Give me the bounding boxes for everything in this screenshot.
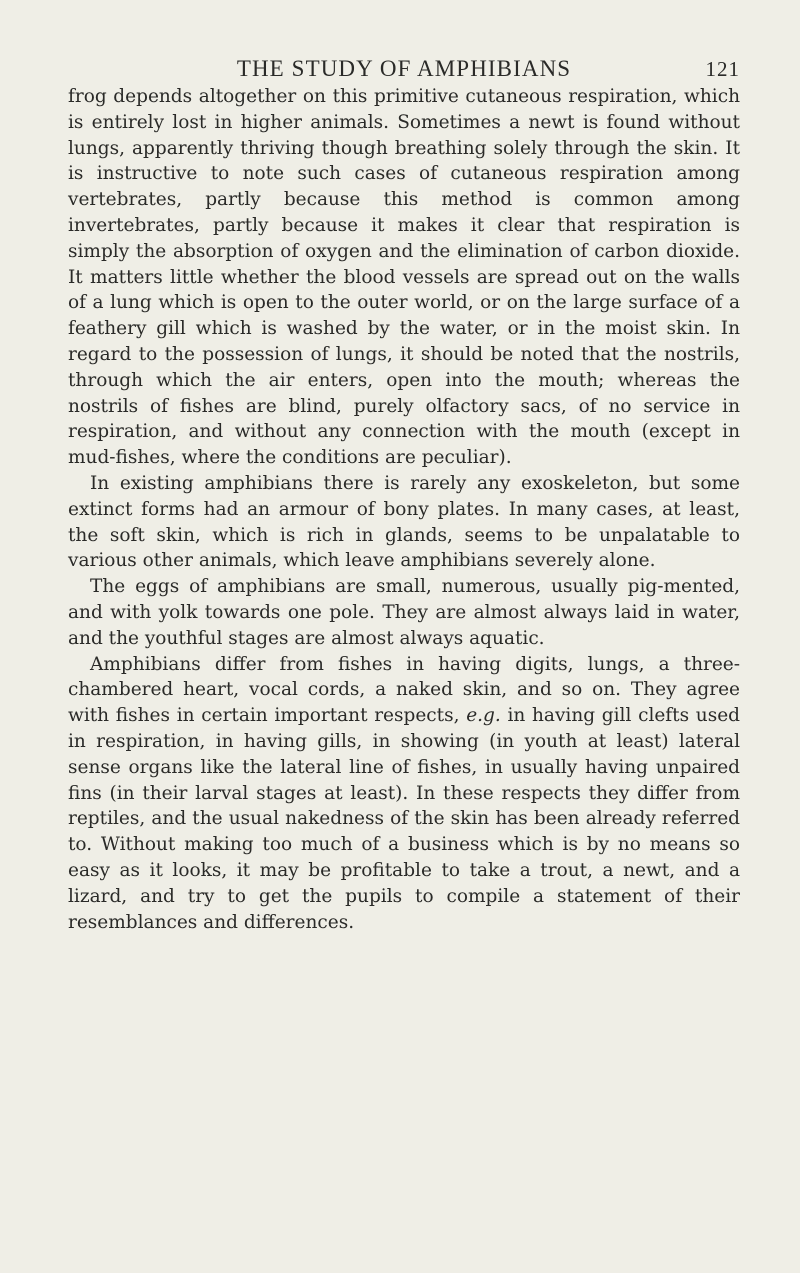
paragraph-differences — [68, 652, 740, 936]
paragraph-differences-part-1: Amphibians differ from fishes in having digits, lungs, a three-chambered heart, vocal cords, a naked skin, and so on. They agree with fishes in certain important respects, — [68, 653, 740, 727]
paragraph-differences-italic: e.g. — [466, 705, 501, 727]
running-title: THE STUDY OF AMPHIBIANS — [236, 56, 572, 81]
body-text — [68, 84, 740, 935]
paragraph-continued: frog depends altogether on this primitive cutaneous respiration, which is entirely lost in higher animals. Sometimes a newt is found without lungs, apparently thriving though breathing solely through the skin. It is instructive to note such cases of cutaneous respiration among vertebrates, partly because this method is common among invertebrates, partly because it makes it clear that respiration is simply the absorption of oxygen and the elimination of carbon dioxide. It matters little whether the blood vessels are spread out on the walls of a lung which is open to the outer world, or on the large surface of a feathery gill which is washed by the water, or in the moist skin. In regard to the possession of lungs, it should be noted that the nostrils, through which the air enters, open into the mouth; whereas the nostrils of fishes are blind, purely olfactory sacs, of no service in respiration, and without any connection with the mouth (except in mud-fishes, where the conditions are peculiar). — [68, 86, 740, 469]
paragraph-exoskeleton: In existing amphibians there is rarely any exoskeleton, but some extinct forms had an armour of bony plates. In many cases, at least, the soft skin, which is rich in glands, seems to be unpalatable to various other animals, which leave amphibians severely alone. — [68, 472, 740, 572]
page-header — [68, 56, 740, 86]
page-number: 121 — [705, 57, 740, 81]
paragraph-differences-part-2: in having gill clefts used in respiration, in having gills, in showing (in youth at least) lateral sense organs like the lateral line of fishes, in usually having unpaired fins (in their larval stages at least). In these respects they differ from reptiles, and the usual nakedness of the skin has been already referred to. Without making too much of a business which is by no means so easy as it looks, it may be profitable to take a trout, a newt, and a lizard, and try to get the pupils to compile a statement of their resemblances and differences. — [68, 705, 740, 933]
paragraph-eggs: The eggs of amphibians are small, numerous, usually pig-mented, and with yolk towards one pole. They are almost always laid in water, and the youthful stages are almost always aquatic. — [68, 576, 740, 649]
